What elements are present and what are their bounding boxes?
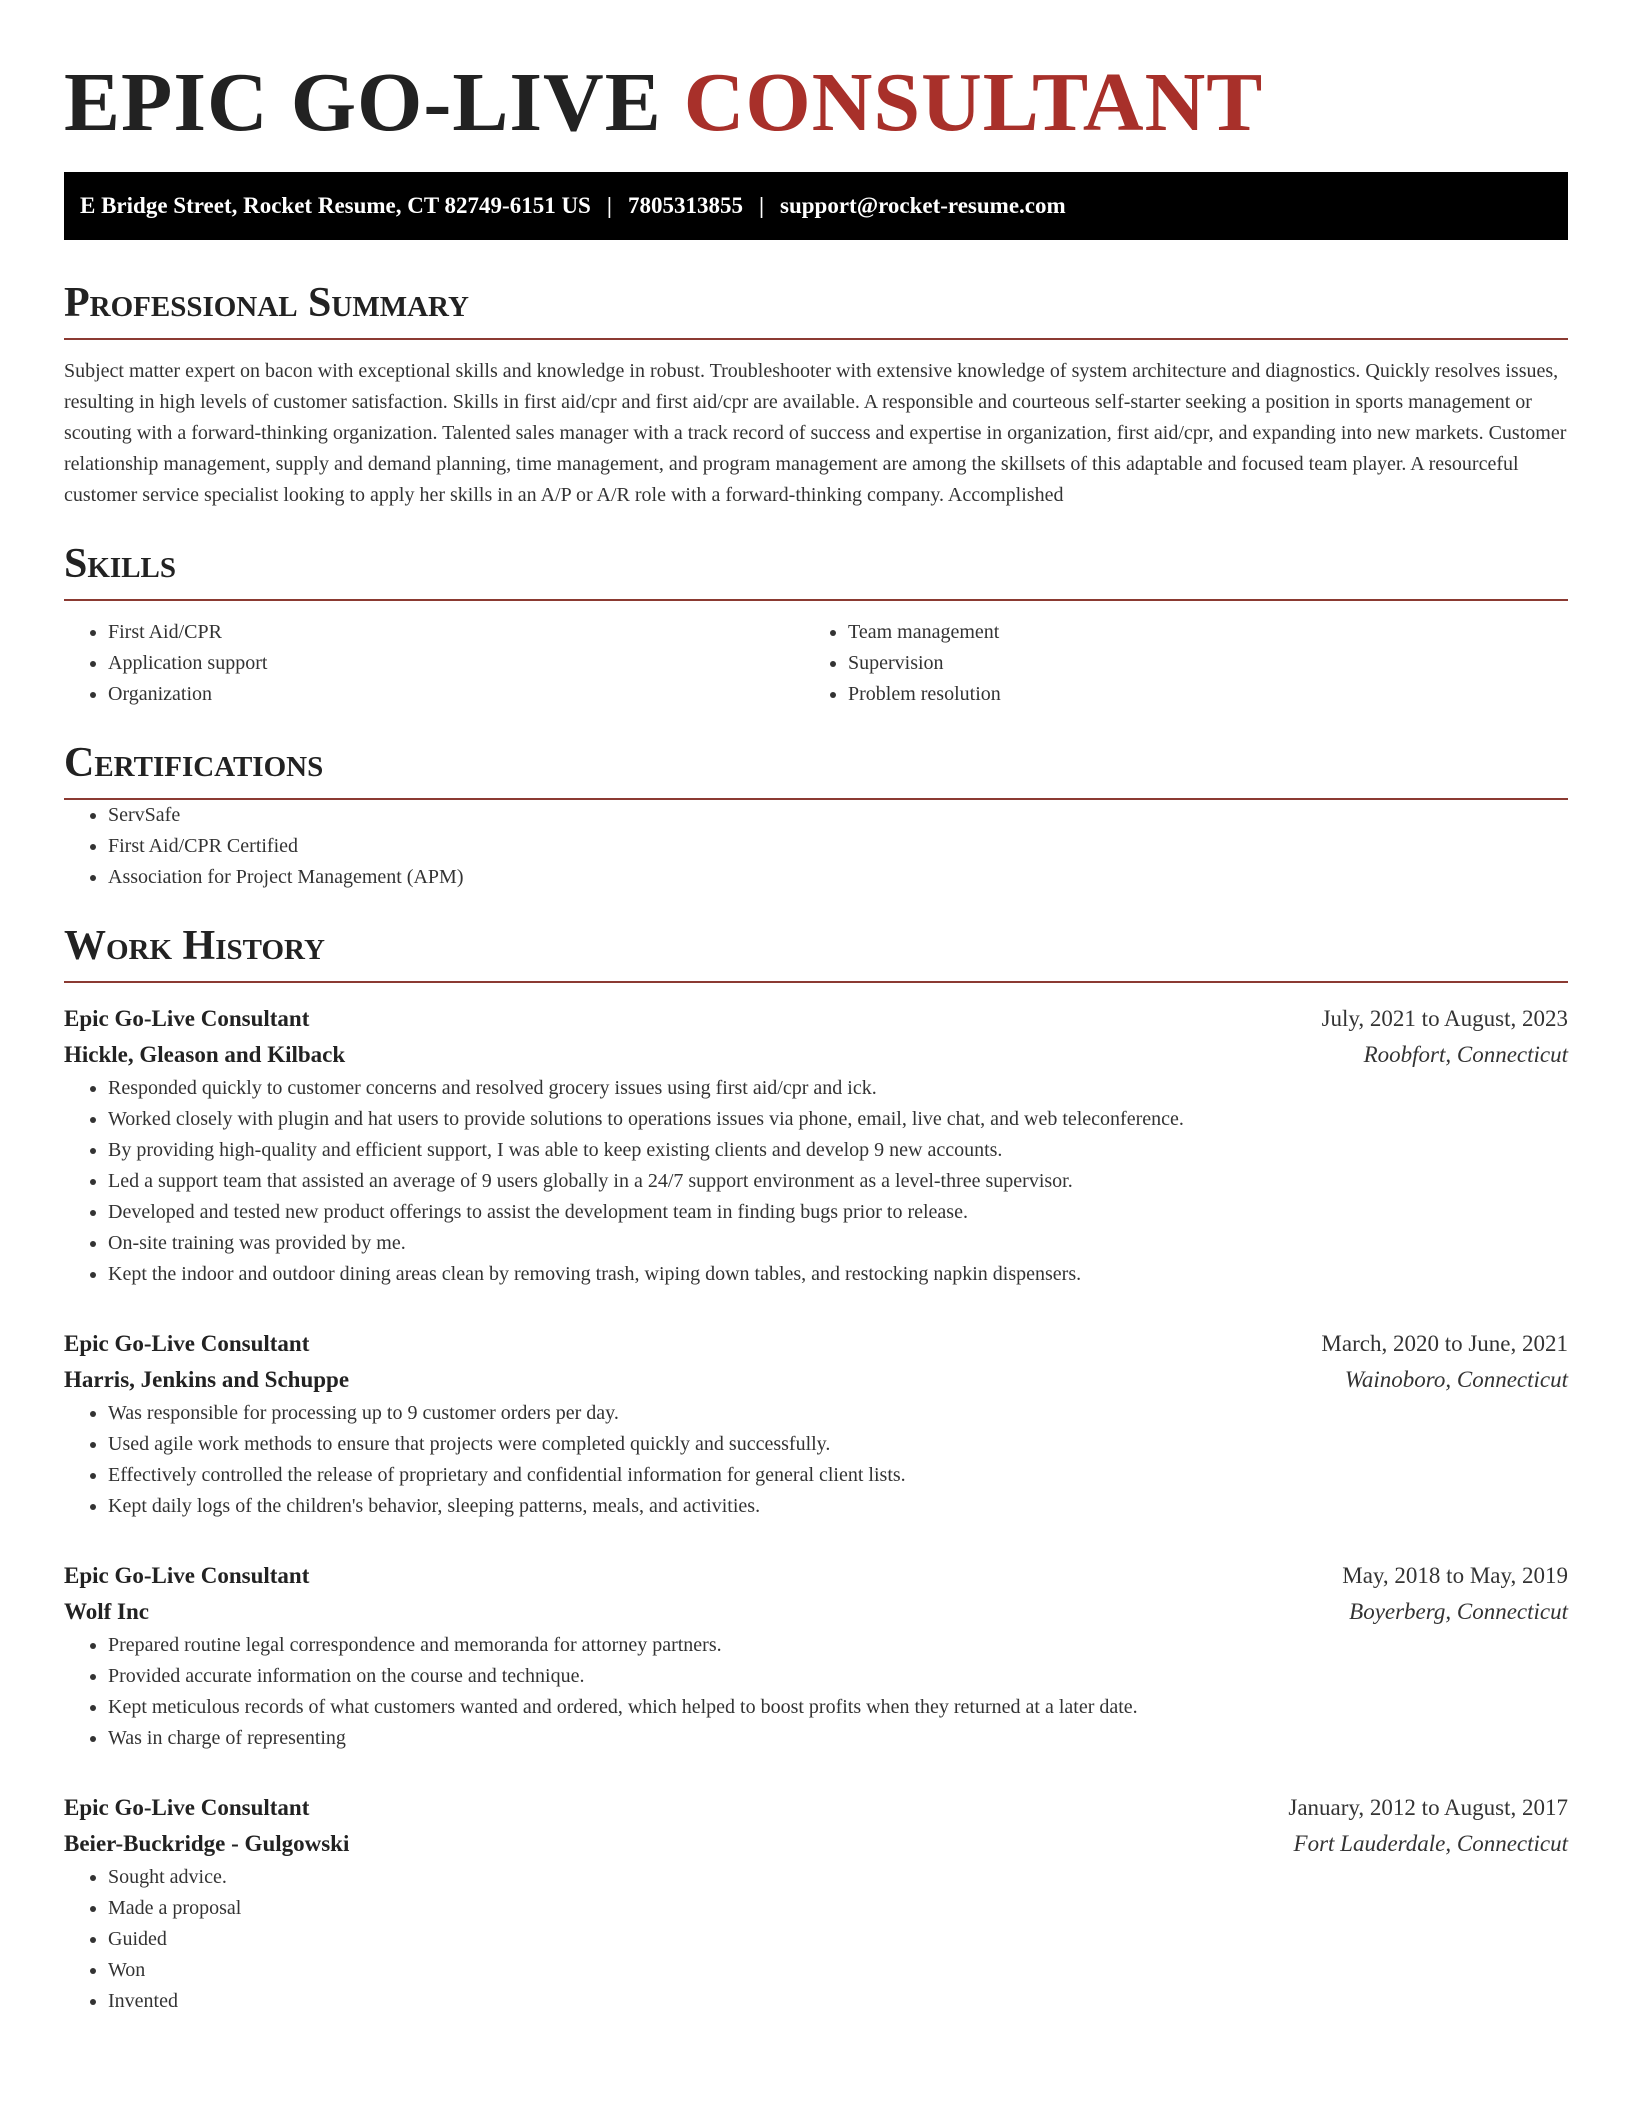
job-company: Harris, Jenkins and Schuppe xyxy=(64,1367,350,1392)
job-duty: • By providing high-quality and efficient support, I was able to keep existing clients and develop 9 new accounts. xyxy=(108,1135,1568,1166)
job-entry xyxy=(64,1001,1568,1290)
certification-item: • Association for Project Management (APM) xyxy=(108,862,1568,893)
job-location: Wainoboro, Connecticut xyxy=(1344,1367,1568,1392)
job-dates: May, 2018 to May, 2019 xyxy=(1342,1563,1568,1588)
job-duty: • Kept the indoor and outdoor dining areas clean by removing trash, wiping down tables, and restocking napkin dispensers. xyxy=(108,1259,1568,1290)
job-company-row xyxy=(64,1037,1568,1073)
job-duties-list xyxy=(64,1630,1568,1754)
job-duty: • Provided accurate information on the course and technique. xyxy=(108,1661,1568,1692)
job-header-row xyxy=(64,1558,1568,1594)
job-duty: • Led a support team that assisted an average of 9 users globally in a 24/7 support environment as a level-three supervisor. xyxy=(108,1166,1568,1197)
job-duty: • On-site training was provided by me. xyxy=(108,1228,1568,1259)
contact-address: E Bridge Street, Rocket Resume, CT 82749-6151 US xyxy=(80,193,591,218)
job-duty: • Sought advice. xyxy=(108,1862,1568,1893)
certifications-list xyxy=(64,800,1568,893)
job-duty: • Won xyxy=(108,1955,1568,1986)
job-duty: • Kept meticulous records of what customers wanted and ordered, which helped to boost profits when they returned at a later date. xyxy=(108,1692,1568,1723)
skill-item: • Organization xyxy=(108,679,804,710)
job-entry xyxy=(64,1790,1568,2017)
job-dates: January, 2012 to August, 2017 xyxy=(1288,1795,1568,1820)
job-duty: • Responded quickly to customer concerns and resolved grocery issues using first aid/cpr and ick. xyxy=(108,1073,1568,1104)
skills-grid xyxy=(64,617,1568,710)
job-duty: • Worked closely with plugin and hat users to provide solutions to operations issues via phone, email, live chat, and web teleconference. xyxy=(108,1104,1568,1135)
job-duty: • Used agile work methods to ensure that projects were completed quickly and successfully. xyxy=(108,1429,1568,1460)
skill-item: • Team management xyxy=(848,617,1544,648)
job-company: Beier-Buckridge - Gulgowski xyxy=(64,1831,350,1856)
summary-text: Subject matter expert on bacon with exceptional skills and knowledge in robust. Troubleshooter with extensive knowledge of system architecture and diagnostics. Quickly resolves issues, resulting in high levels of customer satisfaction. Skills in first aid/cpr and first aid/cpr are available. A responsible and courteous self-starter seeking a position in sports management or scouting with a forward-thinking organization. Talented sales manager with a track record of success and expertise in organization, first aid/cpr, and expanding into new markets. Customer relationship management, supply and demand planning, time management, and program management are among the skillsets of this adaptable and focused team player. A resourceful customer service specialist looking to apply her skills in an A/P or A/R role with a forward-thinking company. Accomplished xyxy=(64,360,1567,506)
job-company-row xyxy=(64,1826,1568,1862)
job-location: Roobfort, Connecticut xyxy=(1363,1042,1568,1067)
job-header-row xyxy=(64,1001,1568,1037)
contact-email: support@rocket-resume.com xyxy=(780,193,1066,218)
job-entry xyxy=(64,1558,1568,1754)
job-duty: • Was in charge of representing xyxy=(108,1723,1568,1754)
skills-list-left xyxy=(64,617,804,710)
job-title: Epic Go-Live Consultant xyxy=(64,1795,310,1820)
job-duty: • Kept daily logs of the children's behavior, sleeping patterns, meals, and activities. xyxy=(108,1491,1568,1522)
job-duties-list xyxy=(64,1398,1568,1522)
job-duties-list xyxy=(64,1073,1568,1290)
resume-page xyxy=(64,0,1568,2017)
contact-separator: | xyxy=(758,193,765,218)
contact-bar xyxy=(64,172,1568,240)
summary-heading: Professional Summary xyxy=(64,278,1568,340)
job-duties-list xyxy=(64,1862,1568,2017)
skills-list-right xyxy=(804,617,1544,710)
certification-item: • ServSafe xyxy=(108,800,1568,831)
skill-item: • Problem resolution xyxy=(848,679,1544,710)
job-duty: • Was responsible for processing up to 9 customer orders per day. xyxy=(108,1398,1568,1429)
job-duty: • Prepared routine legal correspondence and memoranda for attorney partners. xyxy=(108,1630,1568,1661)
skill-item: • Supervision xyxy=(848,648,1544,679)
job-location: Boyerberg, Connecticut xyxy=(1349,1599,1568,1624)
job-duty: • Developed and tested new product offerings to assist the development team in finding bugs prior to release. xyxy=(108,1197,1568,1228)
job-duty: • Made a proposal xyxy=(108,1893,1568,1924)
job-header-row xyxy=(64,1326,1568,1362)
job-company-row xyxy=(64,1362,1568,1398)
job-header-row xyxy=(64,1790,1568,1826)
contact-separator: | xyxy=(606,193,612,218)
job-dates: March, 2020 to June, 2021 xyxy=(1321,1331,1568,1356)
job-duty: • Invented xyxy=(108,1986,1568,2017)
job-dates: July, 2021 to August, 2023 xyxy=(1321,1006,1568,1031)
contact-phone: 7805313855 xyxy=(627,193,743,218)
job-company: Hickle, Gleason and Kilback xyxy=(64,1042,346,1067)
name-part-primary: EPIC GO-LIVE xyxy=(64,56,662,149)
job-duty: • Effectively controlled the release of proprietary and confidential information for general client lists. xyxy=(108,1460,1568,1491)
job-duty: • Guided xyxy=(108,1924,1568,1955)
certifications-heading: Certifications xyxy=(64,738,1568,800)
candidate-name xyxy=(64,0,1568,150)
job-title: Epic Go-Live Consultant xyxy=(64,1331,310,1356)
certification-item: • First Aid/CPR Certified xyxy=(108,831,1568,862)
job-company-row xyxy=(64,1594,1568,1630)
name-part-accent: CONSULTANT xyxy=(683,56,1264,149)
job-company: Wolf Inc xyxy=(64,1599,149,1624)
skills-heading: Skills xyxy=(64,539,1568,601)
skill-item: • First Aid/CPR xyxy=(108,617,804,648)
job-title: Epic Go-Live Consultant xyxy=(64,1563,310,1588)
job-entry xyxy=(64,1326,1568,1522)
work-history-heading: Work History xyxy=(64,921,1568,983)
skill-item: • Application support xyxy=(108,648,804,679)
job-location: Fort Lauderdale, Connecticut xyxy=(1293,1831,1568,1856)
job-title: Epic Go-Live Consultant xyxy=(64,1006,310,1031)
